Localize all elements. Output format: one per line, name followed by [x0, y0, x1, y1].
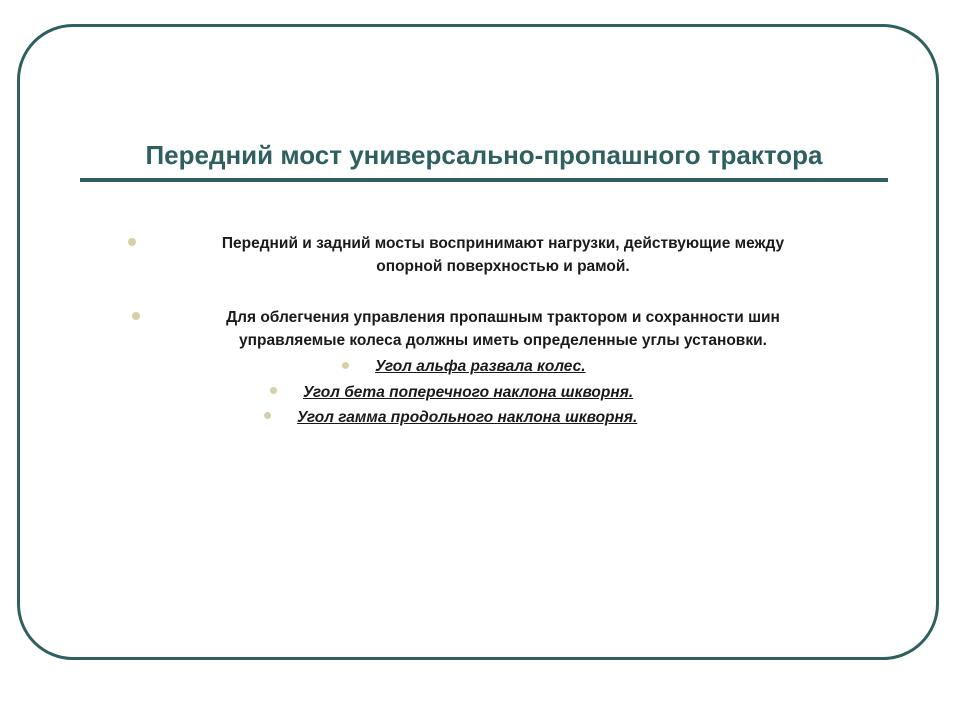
bullet-1-line-2: опорной поверхностью и рамой. [376, 258, 630, 275]
bullet-dot-2 [132, 312, 140, 320]
slide-title: Передний мост универсально-пропашного трактора [145, 140, 823, 170]
sub-bullet-dot-3 [264, 412, 271, 419]
bullet-text-1 [150, 232, 856, 278]
title-underline [80, 178, 888, 182]
sub-bullet-link-2[interactable]: Угол бета поперечного наклона шкворня. [303, 384, 634, 401]
bullet-1-line-1: Передний и задний мосты воспринимают нагрузки, действующие между [221, 235, 785, 252]
bullet-dot-1 [128, 238, 136, 246]
bullet-text-2 [150, 306, 856, 352]
sub-bullet-link-1[interactable]: Угол альфа развала колес. [375, 358, 586, 375]
bullet-2-line-2: управляемые колеса должны иметь определенные углы установки. [239, 332, 767, 349]
sub-bullet-dot-2 [270, 387, 277, 394]
sub-bullet-link-3[interactable]: Угол гамма продольного наклона шкворня. [297, 409, 638, 426]
sub-bullet-dot-1 [342, 362, 349, 369]
bullet-2-line-1: Для облегчения управления пропашным трактором и сохранности шин [226, 309, 780, 326]
